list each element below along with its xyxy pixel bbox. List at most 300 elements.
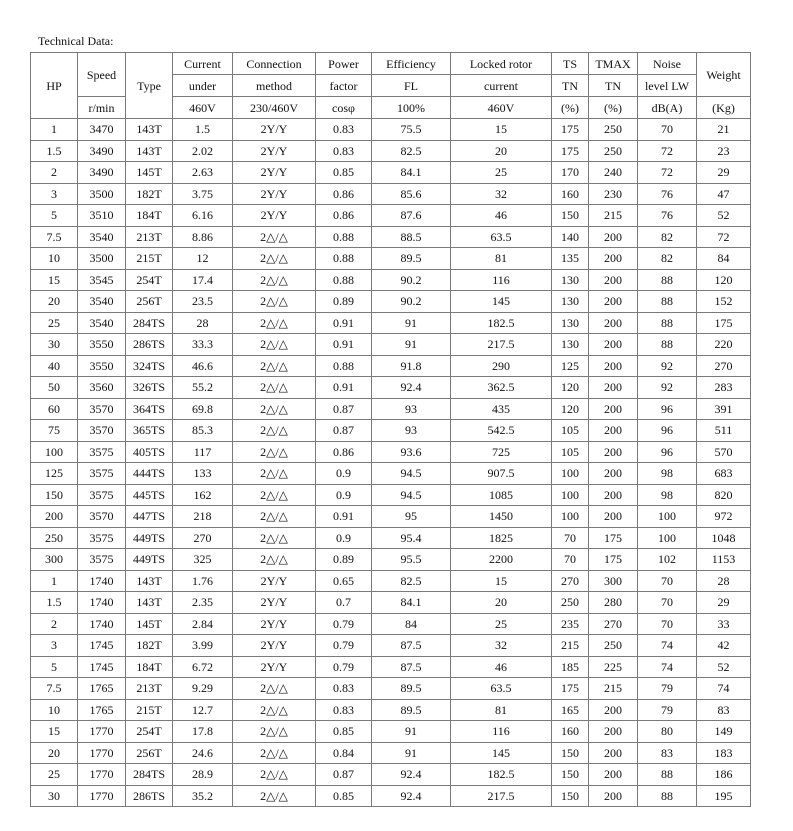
cell-locked-rotor-current: 182.5 bbox=[451, 312, 552, 334]
cell-efficiency: 93.6 bbox=[372, 441, 451, 463]
cell-type: 254T bbox=[126, 721, 173, 743]
cell-connection: 2△/△ bbox=[233, 226, 316, 248]
cell-locked-rotor-current: 907.5 bbox=[451, 463, 552, 485]
cell-speed: 3575 bbox=[78, 441, 126, 463]
cell-weight: 84 bbox=[697, 248, 751, 270]
cell-locked-rotor-current: 1450 bbox=[451, 506, 552, 528]
cell-power-factor: 0.88 bbox=[316, 248, 372, 270]
cell-hp: 100 bbox=[31, 441, 78, 463]
cell-speed: 3545 bbox=[78, 269, 126, 291]
cell-weight: 820 bbox=[697, 484, 751, 506]
cell-tmax: 300 bbox=[589, 570, 638, 592]
cell-connection: 2△/△ bbox=[233, 721, 316, 743]
cell-power-factor: 0.89 bbox=[316, 549, 372, 571]
cell-type: 215T bbox=[126, 248, 173, 270]
cell-locked-rotor-current: 2200 bbox=[451, 549, 552, 571]
cell-weight: 52 bbox=[697, 656, 751, 678]
table-row bbox=[31, 549, 751, 571]
cell-speed: 3490 bbox=[78, 162, 126, 184]
cell-hp: 5 bbox=[31, 656, 78, 678]
cell-tmax: 200 bbox=[589, 764, 638, 786]
cell-type: 324TS bbox=[126, 355, 173, 377]
cell-noise: 82 bbox=[638, 248, 697, 270]
cell-current: 85.3 bbox=[173, 420, 233, 442]
header-ts: TS bbox=[552, 53, 589, 75]
cell-noise: 70 bbox=[638, 119, 697, 141]
cell-locked-rotor-current: 116 bbox=[451, 269, 552, 291]
cell-tmax: 200 bbox=[589, 506, 638, 528]
cell-ts: 105 bbox=[552, 441, 589, 463]
header-current: Current bbox=[173, 53, 233, 75]
table-row bbox=[31, 527, 751, 549]
cell-tmax: 200 bbox=[589, 377, 638, 399]
cell-locked-rotor-current: 362.5 bbox=[451, 377, 552, 399]
cell-locked-rotor-current: 32 bbox=[451, 635, 552, 657]
header-efficiency-unit: 100% bbox=[372, 97, 451, 119]
cell-efficiency: 92.4 bbox=[372, 377, 451, 399]
cell-type: 182T bbox=[126, 183, 173, 205]
cell-speed: 1770 bbox=[78, 785, 126, 807]
table-row bbox=[31, 226, 751, 248]
cell-efficiency: 82.5 bbox=[372, 570, 451, 592]
cell-weight: 175 bbox=[697, 312, 751, 334]
cell-ts: 70 bbox=[552, 527, 589, 549]
cell-power-factor: 0.79 bbox=[316, 656, 372, 678]
cell-type: 256T bbox=[126, 291, 173, 313]
cell-hp: 300 bbox=[31, 549, 78, 571]
header-connection: Connection bbox=[233, 53, 316, 75]
cell-speed: 3575 bbox=[78, 549, 126, 571]
cell-power-factor: 0.88 bbox=[316, 355, 372, 377]
cell-hp: 200 bbox=[31, 506, 78, 528]
cell-tmax: 200 bbox=[589, 398, 638, 420]
cell-power-factor: 0.7 bbox=[316, 592, 372, 614]
cell-power-factor: 0.91 bbox=[316, 506, 372, 528]
cell-ts: 150 bbox=[552, 205, 589, 227]
cell-power-factor: 0.85 bbox=[316, 721, 372, 743]
cell-locked-rotor-current: 46 bbox=[451, 205, 552, 227]
cell-speed: 1765 bbox=[78, 699, 126, 721]
cell-weight: 683 bbox=[697, 463, 751, 485]
cell-ts: 175 bbox=[552, 678, 589, 700]
cell-ts: 100 bbox=[552, 463, 589, 485]
cell-speed: 3540 bbox=[78, 291, 126, 313]
table-row bbox=[31, 785, 751, 807]
cell-efficiency: 95.4 bbox=[372, 527, 451, 549]
cell-speed: 1745 bbox=[78, 656, 126, 678]
header-weight-unit: (Kg) bbox=[697, 97, 751, 119]
cell-locked-rotor-current: 217.5 bbox=[451, 334, 552, 356]
cell-noise: 96 bbox=[638, 441, 697, 463]
cell-type: 286TS bbox=[126, 785, 173, 807]
cell-weight: 183 bbox=[697, 742, 751, 764]
cell-connection: 2Y/Y bbox=[233, 592, 316, 614]
table-row bbox=[31, 312, 751, 334]
cell-type: 143T bbox=[126, 570, 173, 592]
cell-noise: 88 bbox=[638, 764, 697, 786]
cell-locked-rotor-current: 20 bbox=[451, 592, 552, 614]
cell-ts: 120 bbox=[552, 377, 589, 399]
cell-connection: 2△/△ bbox=[233, 420, 316, 442]
cell-hp: 10 bbox=[31, 248, 78, 270]
cell-speed: 3550 bbox=[78, 334, 126, 356]
cell-power-factor: 0.65 bbox=[316, 570, 372, 592]
cell-type: 213T bbox=[126, 226, 173, 248]
cell-hp: 15 bbox=[31, 269, 78, 291]
cell-tmax: 215 bbox=[589, 678, 638, 700]
cell-speed: 3500 bbox=[78, 183, 126, 205]
table-body bbox=[31, 119, 751, 807]
cell-hp: 50 bbox=[31, 377, 78, 399]
cell-hp: 60 bbox=[31, 398, 78, 420]
header-efficiency-sub: FL bbox=[372, 75, 451, 97]
cell-type: 444TS bbox=[126, 463, 173, 485]
cell-current: 325 bbox=[173, 549, 233, 571]
cell-current: 8.86 bbox=[173, 226, 233, 248]
cell-noise: 72 bbox=[638, 162, 697, 184]
cell-efficiency: 84.1 bbox=[372, 592, 451, 614]
cell-current: 1.76 bbox=[173, 570, 233, 592]
table-row bbox=[31, 635, 751, 657]
table-row bbox=[31, 742, 751, 764]
cell-type: 449TS bbox=[126, 549, 173, 571]
table-row bbox=[31, 291, 751, 313]
header-ts-unit: (%) bbox=[552, 97, 589, 119]
cell-connection: 2△/△ bbox=[233, 484, 316, 506]
cell-weight: 83 bbox=[697, 699, 751, 721]
cell-power-factor: 0.85 bbox=[316, 162, 372, 184]
cell-locked-rotor-current: 145 bbox=[451, 742, 552, 764]
header-hp: HP bbox=[31, 53, 78, 119]
cell-power-factor: 0.83 bbox=[316, 119, 372, 141]
cell-current: 3.75 bbox=[173, 183, 233, 205]
cell-locked-rotor-current: 217.5 bbox=[451, 785, 552, 807]
cell-connection: 2△/△ bbox=[233, 785, 316, 807]
cell-locked-rotor-current: 32 bbox=[451, 183, 552, 205]
table-row bbox=[31, 441, 751, 463]
cell-power-factor: 0.84 bbox=[316, 742, 372, 764]
cell-tmax: 200 bbox=[589, 463, 638, 485]
cell-hp: 25 bbox=[31, 764, 78, 786]
cell-ts: 185 bbox=[552, 656, 589, 678]
cell-ts: 160 bbox=[552, 183, 589, 205]
cell-locked-rotor-current: 1085 bbox=[451, 484, 552, 506]
cell-power-factor: 0.9 bbox=[316, 484, 372, 506]
cell-connection: 2Y/Y bbox=[233, 183, 316, 205]
cell-noise: 88 bbox=[638, 785, 697, 807]
cell-power-factor: 0.91 bbox=[316, 377, 372, 399]
cell-tmax: 225 bbox=[589, 656, 638, 678]
cell-type: 215T bbox=[126, 699, 173, 721]
cell-efficiency: 94.5 bbox=[372, 484, 451, 506]
cell-ts: 250 bbox=[552, 592, 589, 614]
cell-ts: 125 bbox=[552, 355, 589, 377]
cell-speed: 3470 bbox=[78, 119, 126, 141]
cell-weight: 72 bbox=[697, 226, 751, 248]
cell-current: 117 bbox=[173, 441, 233, 463]
cell-hp: 150 bbox=[31, 484, 78, 506]
cell-current: 3.99 bbox=[173, 635, 233, 657]
table-row bbox=[31, 334, 751, 356]
cell-connection: 2△/△ bbox=[233, 441, 316, 463]
cell-type: 145T bbox=[126, 162, 173, 184]
cell-current: 2.35 bbox=[173, 592, 233, 614]
cell-tmax: 200 bbox=[589, 355, 638, 377]
cell-current: 270 bbox=[173, 527, 233, 549]
cell-current: 6.16 bbox=[173, 205, 233, 227]
cell-connection: 2Y/Y bbox=[233, 635, 316, 657]
cell-connection: 2△/△ bbox=[233, 291, 316, 313]
cell-speed: 3570 bbox=[78, 398, 126, 420]
cell-noise: 92 bbox=[638, 355, 697, 377]
cell-tmax: 200 bbox=[589, 420, 638, 442]
cell-current: 28 bbox=[173, 312, 233, 334]
cell-efficiency: 95.5 bbox=[372, 549, 451, 571]
cell-ts: 130 bbox=[552, 334, 589, 356]
cell-tmax: 240 bbox=[589, 162, 638, 184]
cell-hp: 1.5 bbox=[31, 592, 78, 614]
cell-current: 6.72 bbox=[173, 656, 233, 678]
cell-weight: 42 bbox=[697, 635, 751, 657]
cell-current: 1.5 bbox=[173, 119, 233, 141]
cell-speed: 3540 bbox=[78, 226, 126, 248]
cell-current: 2.63 bbox=[173, 162, 233, 184]
cell-weight: 52 bbox=[697, 205, 751, 227]
header-current-sub: under bbox=[173, 75, 233, 97]
cell-noise: 70 bbox=[638, 592, 697, 614]
cell-tmax: 250 bbox=[589, 119, 638, 141]
cell-ts: 150 bbox=[552, 742, 589, 764]
cell-locked-rotor-current: 116 bbox=[451, 721, 552, 743]
cell-noise: 98 bbox=[638, 484, 697, 506]
cell-current: 17.4 bbox=[173, 269, 233, 291]
cell-connection: 2△/△ bbox=[233, 699, 316, 721]
cell-noise: 96 bbox=[638, 420, 697, 442]
cell-hp: 5 bbox=[31, 205, 78, 227]
cell-ts: 100 bbox=[552, 506, 589, 528]
cell-locked-rotor-current: 435 bbox=[451, 398, 552, 420]
cell-tmax: 200 bbox=[589, 785, 638, 807]
cell-hp: 25 bbox=[31, 312, 78, 334]
cell-speed: 3560 bbox=[78, 377, 126, 399]
cell-efficiency: 89.5 bbox=[372, 699, 451, 721]
cell-current: 218 bbox=[173, 506, 233, 528]
cell-locked-rotor-current: 25 bbox=[451, 613, 552, 635]
cell-ts: 165 bbox=[552, 699, 589, 721]
cell-speed: 3510 bbox=[78, 205, 126, 227]
cell-speed: 3575 bbox=[78, 484, 126, 506]
cell-speed: 3540 bbox=[78, 312, 126, 334]
table-row bbox=[31, 592, 751, 614]
cell-type: 364TS bbox=[126, 398, 173, 420]
cell-weight: 120 bbox=[697, 269, 751, 291]
cell-type: 256T bbox=[126, 742, 173, 764]
table-row bbox=[31, 269, 751, 291]
cell-efficiency: 87.6 bbox=[372, 205, 451, 227]
cell-speed: 3570 bbox=[78, 506, 126, 528]
cell-power-factor: 0.83 bbox=[316, 699, 372, 721]
header-noise-unit: dB(A) bbox=[638, 97, 697, 119]
technical-data-table bbox=[30, 52, 751, 807]
cell-noise: 70 bbox=[638, 613, 697, 635]
cell-efficiency: 88.5 bbox=[372, 226, 451, 248]
cell-current: 133 bbox=[173, 463, 233, 485]
cell-weight: 391 bbox=[697, 398, 751, 420]
header-ts-sub: TN bbox=[552, 75, 589, 97]
cell-hp: 10 bbox=[31, 699, 78, 721]
table-row bbox=[31, 119, 751, 141]
table-row bbox=[31, 678, 751, 700]
cell-current: 162 bbox=[173, 484, 233, 506]
cell-efficiency: 91 bbox=[372, 721, 451, 743]
cell-efficiency: 84 bbox=[372, 613, 451, 635]
cell-efficiency: 91 bbox=[372, 312, 451, 334]
cell-locked-rotor-current: 1825 bbox=[451, 527, 552, 549]
cell-hp: 2 bbox=[31, 162, 78, 184]
cell-type: 184T bbox=[126, 205, 173, 227]
table-row bbox=[31, 484, 751, 506]
cell-weight: 270 bbox=[697, 355, 751, 377]
cell-current: 24.6 bbox=[173, 742, 233, 764]
cell-connection: 2Y/Y bbox=[233, 119, 316, 141]
table-row bbox=[31, 506, 751, 528]
cell-type: 365TS bbox=[126, 420, 173, 442]
cell-connection: 2Y/Y bbox=[233, 613, 316, 635]
header-tmax-unit: (%) bbox=[589, 97, 638, 119]
cell-weight: 195 bbox=[697, 785, 751, 807]
cell-power-factor: 0.86 bbox=[316, 205, 372, 227]
cell-current: 9.29 bbox=[173, 678, 233, 700]
cell-weight: 283 bbox=[697, 377, 751, 399]
cell-tmax: 200 bbox=[589, 291, 638, 313]
cell-current: 2.02 bbox=[173, 140, 233, 162]
cell-connection: 2△/△ bbox=[233, 742, 316, 764]
cell-tmax: 200 bbox=[589, 441, 638, 463]
cell-current: 12 bbox=[173, 248, 233, 270]
page-title: Technical Data: bbox=[38, 34, 114, 48]
cell-efficiency: 93 bbox=[372, 420, 451, 442]
header-type: Type bbox=[126, 53, 173, 119]
header-noise: Noise bbox=[638, 53, 697, 75]
cell-speed: 1740 bbox=[78, 613, 126, 635]
header-power-unit: cosφ bbox=[316, 97, 372, 119]
cell-locked-rotor-current: 145 bbox=[451, 291, 552, 313]
cell-connection: 2△/△ bbox=[233, 398, 316, 420]
cell-power-factor: 0.88 bbox=[316, 226, 372, 248]
cell-ts: 270 bbox=[552, 570, 589, 592]
cell-current: 12.7 bbox=[173, 699, 233, 721]
cell-ts: 140 bbox=[552, 226, 589, 248]
cell-power-factor: 0.87 bbox=[316, 764, 372, 786]
cell-noise: 83 bbox=[638, 742, 697, 764]
header-noise-sub: level LW bbox=[638, 75, 697, 97]
cell-ts: 175 bbox=[552, 140, 589, 162]
cell-connection: 2△/△ bbox=[233, 463, 316, 485]
table-row bbox=[31, 248, 751, 270]
cell-noise: 79 bbox=[638, 678, 697, 700]
cell-ts: 170 bbox=[552, 162, 589, 184]
cell-power-factor: 0.83 bbox=[316, 140, 372, 162]
cell-locked-rotor-current: 15 bbox=[451, 570, 552, 592]
cell-current: 69.8 bbox=[173, 398, 233, 420]
cell-tmax: 250 bbox=[589, 635, 638, 657]
cell-type: 286TS bbox=[126, 334, 173, 356]
cell-power-factor: 0.87 bbox=[316, 398, 372, 420]
cell-power-factor: 0.9 bbox=[316, 463, 372, 485]
cell-hp: 125 bbox=[31, 463, 78, 485]
cell-noise: 88 bbox=[638, 269, 697, 291]
cell-power-factor: 0.91 bbox=[316, 334, 372, 356]
cell-noise: 80 bbox=[638, 721, 697, 743]
header-speed: Speed bbox=[78, 53, 126, 97]
cell-efficiency: 87.5 bbox=[372, 635, 451, 657]
cell-speed: 3490 bbox=[78, 140, 126, 162]
cell-hp: 40 bbox=[31, 355, 78, 377]
cell-speed: 1770 bbox=[78, 721, 126, 743]
cell-locked-rotor-current: 81 bbox=[451, 248, 552, 270]
cell-connection: 2△/△ bbox=[233, 527, 316, 549]
cell-weight: 972 bbox=[697, 506, 751, 528]
cell-current: 23.5 bbox=[173, 291, 233, 313]
cell-current: 55.2 bbox=[173, 377, 233, 399]
cell-current: 35.2 bbox=[173, 785, 233, 807]
cell-type: 143T bbox=[126, 119, 173, 141]
cell-connection: 2Y/Y bbox=[233, 162, 316, 184]
cell-weight: 74 bbox=[697, 678, 751, 700]
cell-weight: 511 bbox=[697, 420, 751, 442]
cell-speed: 1765 bbox=[78, 678, 126, 700]
cell-connection: 2△/△ bbox=[233, 764, 316, 786]
cell-ts: 150 bbox=[552, 764, 589, 786]
cell-weight: 152 bbox=[697, 291, 751, 313]
cell-tmax: 280 bbox=[589, 592, 638, 614]
cell-power-factor: 0.86 bbox=[316, 441, 372, 463]
cell-noise: 74 bbox=[638, 656, 697, 678]
cell-tmax: 200 bbox=[589, 312, 638, 334]
cell-efficiency: 82.5 bbox=[372, 140, 451, 162]
cell-weight: 21 bbox=[697, 119, 751, 141]
cell-locked-rotor-current: 63.5 bbox=[451, 678, 552, 700]
cell-efficiency: 84.1 bbox=[372, 162, 451, 184]
cell-hp: 20 bbox=[31, 742, 78, 764]
cell-locked-rotor-current: 725 bbox=[451, 441, 552, 463]
cell-type: 284TS bbox=[126, 764, 173, 786]
cell-noise: 82 bbox=[638, 226, 697, 248]
cell-efficiency: 90.2 bbox=[372, 269, 451, 291]
cell-current: 33.3 bbox=[173, 334, 233, 356]
cell-weight: 149 bbox=[697, 721, 751, 743]
cell-connection: 2△/△ bbox=[233, 506, 316, 528]
cell-speed: 3570 bbox=[78, 420, 126, 442]
cell-weight: 186 bbox=[697, 764, 751, 786]
cell-power-factor: 0.88 bbox=[316, 269, 372, 291]
cell-ts: 70 bbox=[552, 549, 589, 571]
cell-type: 184T bbox=[126, 656, 173, 678]
cell-ts: 130 bbox=[552, 269, 589, 291]
cell-power-factor: 0.79 bbox=[316, 613, 372, 635]
cell-speed: 1745 bbox=[78, 635, 126, 657]
cell-hp: 15 bbox=[31, 721, 78, 743]
cell-ts: 130 bbox=[552, 312, 589, 334]
table-row bbox=[31, 420, 751, 442]
table-header bbox=[31, 53, 751, 119]
header-efficiency: Efficiency bbox=[372, 53, 451, 75]
table-row bbox=[31, 699, 751, 721]
cell-noise: 102 bbox=[638, 549, 697, 571]
cell-weight: 570 bbox=[697, 441, 751, 463]
cell-ts: 235 bbox=[552, 613, 589, 635]
cell-connection: 2△/△ bbox=[233, 334, 316, 356]
